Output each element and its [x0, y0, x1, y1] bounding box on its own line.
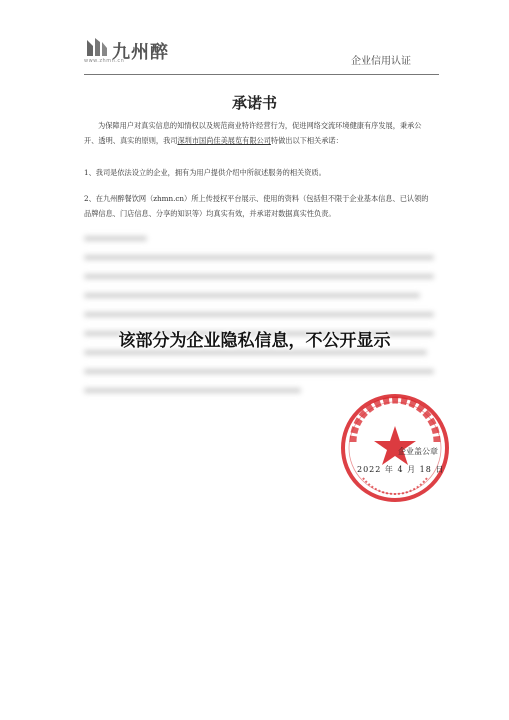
intro-paragraph — [84, 118, 429, 148]
document-title: 承诺书 — [231, 94, 277, 112]
seal-label: 企业盖公章 — [398, 447, 438, 456]
signature-date: 2022 年 4 月 18 日 — [357, 465, 445, 474]
privacy-notice: 该部分为企业隐私信息，不公开显示 — [118, 331, 391, 351]
header-title: 企业信用认证 — [351, 56, 411, 67]
intro-text-post: 特做出以下相关承诺： — [270, 136, 343, 145]
brand-logo-text: 九州醉 — [112, 42, 169, 63]
intro-text-pre: 为保障用户对真实信息的知情权以及规范商业特许经营行为，促进网络交流环境健康有序发展，秉承公开、透明、真实的原则，我司 — [84, 121, 422, 145]
header-divider — [84, 74, 439, 75]
company-name: 深圳市国尚佳美展览有限公司 — [177, 136, 271, 145]
brand-logo-mark-icon — [84, 36, 110, 60]
brand-logo-url: www.zhmn.cn — [84, 58, 125, 64]
brand-logo — [84, 36, 174, 68]
commitment-item-2: 2、在九州醉餐饮网（zhmn.cn）所上传授权平台展示、使用的资料（包括但不限于企业基本信息、已认领的品牌信息、门店信息、分享的知识等）均真实有效，并承诺对数据真实性负责。 — [84, 194, 429, 218]
commitment-item-1: 1、我司是依法设立的企业，拥有为用户提供介绍中所叙述服务的相关资质。 — [84, 168, 326, 177]
